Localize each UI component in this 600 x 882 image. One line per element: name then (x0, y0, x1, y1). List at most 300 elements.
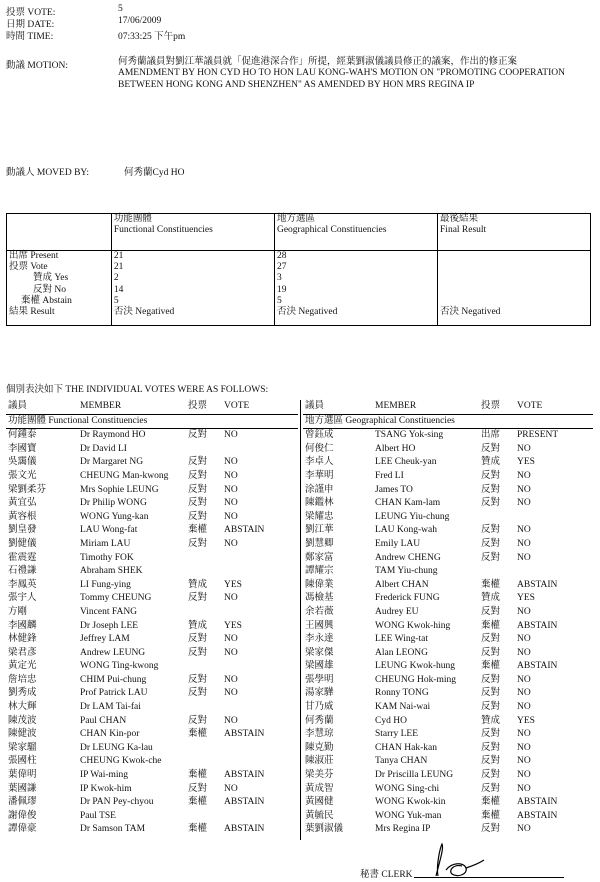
vote-zh: 反對 (481, 824, 501, 835)
summary-col-fc-en: Functional Constituencies (113, 225, 213, 236)
fc-section-title: 功能團體 Functional Constituencies (6, 414, 298, 429)
gc-votes-header (303, 400, 593, 414)
gc-vote: 27 (276, 262, 287, 273)
member-name-en: Paul CHAN (80, 715, 127, 726)
vote-zh: 反對 (481, 688, 501, 699)
date-label: 日期 DATE: (6, 20, 55, 30)
vote-en: NO (224, 783, 238, 794)
fc-member-row (6, 633, 298, 647)
vote-zh: 反對 (481, 443, 501, 454)
member-name-en: Albert HO (375, 443, 416, 454)
member-name-zh: 梁國雄 (305, 661, 334, 672)
vote-en: NO (517, 538, 531, 549)
member-name-en: WONG Sing-chi (375, 783, 440, 794)
fc-member-row (6, 810, 298, 824)
vote-zh: 反對 (481, 634, 501, 645)
gc-member-row (303, 579, 593, 593)
member-name-zh: 陳淑莊 (305, 756, 334, 767)
member-name-en: Dr Philip WONG (80, 498, 147, 509)
vote-en (222, 742, 298, 756)
gc-member-row (303, 565, 593, 579)
member-name-en: Ronny TONG (375, 688, 429, 699)
vote-zh: 棄權 (188, 797, 208, 808)
vote-zh: 反對 (188, 511, 208, 522)
member-name-en: Miriam LAU (80, 538, 131, 549)
member-name-en: Dr PAN Pey-chyou (80, 797, 154, 808)
vote-en: NO (224, 430, 238, 441)
vote-en: NO (224, 674, 238, 685)
vote-zh: 反對 (188, 498, 208, 509)
fc-result: 否決 Negatived (113, 307, 175, 318)
gc-member-row (303, 742, 593, 756)
vote-en: NO (517, 443, 531, 454)
gc-member-row (303, 497, 593, 511)
vote-en: NO (517, 606, 531, 617)
vote-en: NO (517, 674, 531, 685)
gc-section-row (303, 414, 593, 429)
summary-final-values (438, 251, 591, 326)
member-name-zh: 陳健波 (8, 729, 37, 740)
member-name-en: LI Fung-ying (80, 579, 131, 590)
member-name-en: CHAN Kin-por (80, 729, 140, 740)
vote-en: NO (517, 729, 531, 740)
member-name-zh: 王國興 (305, 620, 334, 631)
row-label-yes: 贊成 Yes (33, 273, 69, 284)
row-label-vote: 投票 Vote (9, 262, 48, 273)
vote-en: NO (224, 593, 238, 604)
vote-value: 5 (118, 4, 123, 14)
vote-en: NO (224, 511, 238, 522)
row-label-abstain: 棄權 Abstain (21, 295, 72, 306)
fc-member-row (6, 511, 298, 525)
member-name-en: Dr Priscilla LEUNG (375, 770, 454, 781)
fc-member-row (6, 484, 298, 498)
member-name-en: WONG Yung-kan (80, 511, 149, 522)
summary-header-row (7, 214, 591, 251)
member-name-en: KAM Nai-wai (375, 702, 431, 713)
vote-zh: 棄權 (481, 661, 501, 672)
gc-member-row (303, 715, 593, 729)
fc-votes-body (6, 414, 298, 837)
vote-zh (479, 565, 515, 579)
vote-zh: 反對 (481, 606, 501, 617)
fc-votes-table (6, 400, 298, 837)
member-name-zh: 何俊仁 (305, 443, 334, 454)
fc-member-row (6, 579, 298, 593)
vote-en: NO (224, 498, 238, 509)
vote-en: NO (224, 647, 238, 658)
member-name-zh: 吳靄儀 (8, 457, 37, 468)
row-label-present: 出席 Present (9, 251, 59, 261)
member-name-zh: 李國麟 (8, 620, 37, 631)
fc-member-row (6, 443, 298, 457)
vote-en: YES (224, 620, 242, 631)
member-name-en: Dr LAM Tai-fai (80, 702, 141, 713)
vote-zh: 反對 (188, 674, 208, 685)
vote-zh: 贊成 (188, 579, 208, 590)
fc-member-row (6, 783, 298, 797)
vote-en (515, 565, 593, 579)
summary-col-fc (111, 214, 274, 251)
vote-zh: 贊成 (481, 715, 501, 726)
time-value: 07:33:25 下午pm (118, 32, 186, 42)
member-name-zh: 謝偉俊 (8, 810, 37, 821)
member-name-en: WONG Ting-kwong (80, 661, 159, 672)
member-name-en: Albert CHAN (375, 579, 429, 590)
member-name-en: IP Wai-ming (80, 770, 129, 781)
gc-member-row (303, 456, 593, 470)
vote-zh: 反對 (481, 498, 501, 509)
fc-member-row (6, 687, 298, 701)
vote-zh: 棄權 (481, 797, 501, 808)
vote-zh (186, 660, 222, 674)
vote-en: ABSTAIN (224, 729, 265, 740)
fc-col-member-zh: 議員 (6, 400, 78, 414)
vote-zh: 反對 (481, 783, 501, 794)
member-name-en: Paul TSE (80, 810, 116, 821)
gc-member-row (303, 443, 593, 457)
fc-member-row (6, 674, 298, 688)
vote-en: NO (224, 715, 238, 726)
gc-member-row (303, 687, 593, 701)
member-name-zh: 方剛 (8, 606, 28, 617)
vote-zh: 反對 (188, 470, 208, 481)
summary-col-gc-zh: 地方選區 (276, 214, 315, 224)
vote-zh: 反對 (188, 647, 208, 658)
member-name-en: Fred LI (375, 470, 404, 481)
fc-member-row (6, 538, 298, 552)
vote-zh: 出席 (481, 430, 501, 441)
vote-zh (186, 443, 222, 457)
vote-zh (186, 742, 222, 756)
vote-zh: 棄權 (188, 824, 208, 835)
member-name-en: Prof Patrick LAU (80, 688, 148, 699)
vote-en: NO (517, 647, 531, 658)
member-name-en: Frederick FUNG (375, 593, 440, 604)
member-name-zh: 李卓人 (305, 457, 334, 468)
vote-en: NO (224, 457, 238, 468)
member-name-zh: 李鳳英 (8, 579, 37, 590)
vote-en: NO (517, 688, 531, 699)
member-name-en: TSANG Yok-sing (375, 430, 444, 441)
vote-en: NO (517, 634, 531, 645)
vote-en: NO (517, 742, 531, 753)
gc-member-row (303, 783, 593, 797)
gc-member-row (303, 633, 593, 647)
gc-member-row (303, 769, 593, 783)
summary-col-final (438, 214, 591, 251)
member-name-en: CHAN Kam-lam (375, 498, 441, 509)
member-name-zh: 何秀蘭 (305, 715, 334, 726)
member-name-zh: 湯家驊 (305, 688, 334, 699)
vote-en (222, 701, 298, 715)
gc-member-row (303, 592, 593, 606)
vote-zh (186, 701, 222, 715)
gc-member-row (303, 823, 593, 837)
member-name-zh: 黃成智 (305, 783, 334, 794)
final-result: 否決 Negatived (440, 307, 501, 318)
vote-zh (479, 511, 515, 525)
member-name-zh: 梁家騮 (8, 742, 37, 753)
member-name-en: Alan LEONG (375, 647, 429, 658)
vote-en: ABSTAIN (517, 620, 558, 631)
vote-en: NO (517, 756, 531, 767)
member-name-en: Dr Raymond HO (80, 430, 146, 441)
member-name-zh: 梁耀忠 (305, 511, 334, 522)
date-value: 17/06/2009 (118, 16, 162, 26)
vote-zh: 贊成 (481, 457, 501, 468)
summary-col-gc-en: Geographical Constituencies (276, 225, 387, 236)
vote-en (222, 443, 298, 457)
gc-member-row (303, 429, 593, 443)
member-name-zh: 黃毓民 (305, 810, 334, 821)
member-name-zh: 張文光 (8, 470, 37, 481)
member-name-en: WONG Kwok-hing (375, 620, 451, 631)
member-name-zh: 劉秀成 (8, 688, 37, 699)
fc-votes-header (6, 400, 298, 414)
fc-member-row (6, 565, 298, 579)
vote-zh: 反對 (188, 430, 208, 441)
member-name-en: Mrs Regina IP (375, 824, 431, 835)
member-name-zh: 鄭家富 (305, 552, 334, 563)
motion-chinese: 何秀蘭議員對劉江華議員就「促進港深合作」所提，經葉劉淑儀議員修正的議案，作出的修正案 (118, 57, 518, 67)
fc-member-row (6, 660, 298, 674)
clerk-signature-line (414, 877, 564, 878)
vote-en: NO (517, 824, 531, 835)
gc-member-row (303, 606, 593, 620)
member-name-zh: 陳偉業 (305, 579, 334, 590)
fc-member-row (6, 728, 298, 742)
vote-en: NO (517, 770, 531, 781)
member-name-zh: 劉皇發 (8, 525, 37, 536)
vote-zh: 反對 (481, 647, 501, 658)
vote-en: ABSTAIN (224, 770, 265, 781)
member-name-zh: 林大輝 (8, 702, 37, 713)
vote-en: YES (224, 579, 242, 590)
summary-gc-values (274, 251, 437, 326)
vote-zh: 贊成 (481, 593, 501, 604)
vote-zh: 反對 (481, 552, 501, 563)
vote-en: NO (224, 470, 238, 481)
member-name-en: LEE Cheuk-yan (375, 457, 437, 468)
member-name-en: Cyd HO (375, 715, 407, 726)
summary-col-final-en: Final Result (440, 225, 487, 236)
summary-corner (7, 214, 112, 251)
motion-label: 動議 MOTION: (6, 61, 69, 71)
vote-zh: 贊成 (188, 620, 208, 631)
gc-no: 19 (276, 284, 287, 295)
vote-zh: 反對 (481, 674, 501, 685)
vote-en (222, 810, 298, 824)
fc-vote: 21 (113, 262, 124, 273)
fc-member-row (6, 592, 298, 606)
motion-english: AMENDMENT BY HON CYD HO TO HON LAU KONG-WAH'S MOTION ON "PROMOTING COOPERATION BETWEEN HONG KONG AND SHENZHEN" AS AMENDED BY HON MRS REGINA IP (118, 68, 565, 90)
member-name-zh: 譚偉豪 (8, 824, 37, 835)
fc-member-row (6, 769, 298, 783)
vote-en: NO (517, 783, 531, 794)
fc-member-row (6, 742, 298, 756)
vote-zh: 反對 (481, 484, 501, 495)
summary-col-final-zh: 最後結果 (440, 214, 479, 224)
member-name-zh: 梁家傑 (305, 647, 334, 658)
member-name-en: Andrew CHENG (375, 552, 441, 563)
summary-col-gc (274, 214, 437, 251)
vote-zh (186, 810, 222, 824)
member-name-zh: 劉江華 (305, 525, 334, 536)
fc-yes: 2 (113, 273, 119, 284)
vote-en (222, 660, 298, 674)
fc-member-row (6, 456, 298, 470)
gc-col-member-en: MEMBER (373, 400, 479, 414)
gc-col-vote-en: VOTE (515, 400, 593, 414)
vote-zh (186, 565, 222, 579)
fc-member-row (6, 429, 298, 443)
member-name-en: Dr Samson TAM (80, 824, 146, 835)
member-name-en: Abraham SHEK (80, 566, 143, 577)
member-name-zh: 霍震霆 (8, 552, 37, 563)
vote-zh: 反對 (481, 742, 501, 753)
fc-member-row (6, 620, 298, 634)
member-name-zh: 葉劉淑儀 (305, 824, 344, 835)
summary-fc-values (111, 251, 274, 326)
gc-member-row (303, 674, 593, 688)
vote-zh: 反對 (481, 770, 501, 781)
member-name-en: Timothy FOK (80, 552, 134, 563)
vote-zh: 反對 (188, 783, 208, 794)
gc-member-row (303, 647, 593, 661)
member-name-en: TAM Yiu-chung (375, 566, 438, 577)
summary-body-row (7, 251, 591, 326)
member-name-zh: 甘乃威 (305, 702, 334, 713)
gc-section-title: 地方選區 Geographical Constituencies (303, 414, 593, 429)
member-name-zh: 梁劉柔芬 (8, 484, 47, 495)
gc-result: 否決 Negatived (276, 307, 338, 318)
member-name-en: LEE Wing-tat (375, 634, 428, 645)
vote-en: NO (517, 470, 531, 481)
vote-en: ABSTAIN (517, 797, 558, 808)
member-name-en: Audrey EU (375, 606, 419, 617)
member-name-zh: 李國寶 (8, 443, 37, 454)
vote-zh: 反對 (481, 525, 501, 536)
gc-member-row (303, 810, 593, 824)
member-name-en: LEUNG Yiu-chung (375, 511, 450, 522)
vote-zh: 反對 (188, 715, 208, 726)
member-name-zh: 葉國謙 (8, 783, 37, 794)
gc-abstain: 5 (276, 295, 282, 306)
vote-zh: 反對 (481, 470, 501, 481)
vote-en: NO (517, 525, 531, 536)
member-name-zh: 李慧琼 (305, 729, 334, 740)
member-name-en: CHEUNG Kwok-che (80, 756, 162, 767)
vote-en: YES (517, 593, 535, 604)
gc-col-vote-zh: 投票 (479, 400, 515, 414)
gc-member-row (303, 755, 593, 769)
fc-member-row (6, 701, 298, 715)
member-name-zh: 張宇人 (8, 593, 37, 604)
gc-votes-body (303, 414, 593, 837)
member-name-en: CHEUNG Hok-ming (375, 674, 457, 685)
member-name-zh: 李華明 (305, 470, 334, 481)
member-name-zh: 張學明 (305, 674, 334, 685)
gc-member-row (303, 552, 593, 566)
member-name-zh: 梁美芬 (305, 770, 334, 781)
member-name-zh: 黃國健 (305, 797, 334, 808)
member-name-zh: 陳克勤 (305, 742, 334, 753)
member-name-zh: 張國柱 (8, 756, 37, 767)
vote-zh: 反對 (481, 756, 501, 767)
member-name-en: Dr Margaret NG (80, 457, 144, 468)
member-name-zh: 涂謹申 (305, 484, 334, 495)
member-name-zh: 余若薇 (305, 606, 334, 617)
member-name-en: WONG Kwok-kin (375, 797, 446, 808)
gc-member-row (303, 701, 593, 715)
member-name-zh: 曾鈺成 (305, 430, 334, 441)
member-name-en: Vincent FANG (80, 606, 138, 617)
member-name-en: Starry LEE (375, 729, 419, 740)
vote-en: NO (517, 498, 531, 509)
vote-zh: 反對 (188, 457, 208, 468)
member-name-en: CHAN Hak-kan (375, 742, 438, 753)
member-name-zh: 陳茂波 (8, 715, 37, 726)
member-name-en: Andrew LEUNG (80, 647, 146, 658)
member-name-zh: 林健鋒 (8, 634, 37, 645)
member-name-en: CHEUNG Man-kwong (80, 470, 169, 481)
vote-en (222, 606, 298, 620)
fc-present: 21 (113, 251, 124, 261)
column-divider (300, 400, 301, 840)
gc-member-row (303, 470, 593, 484)
vote-zh: 棄權 (481, 620, 501, 631)
member-name-zh: 馮檢基 (305, 593, 334, 604)
vote-en: PRESENT (517, 430, 559, 441)
summary-row-labels (7, 251, 112, 326)
member-name-zh: 何鍾泰 (8, 430, 37, 441)
moved-by-value: 何秀蘭Cyd HO (124, 168, 185, 178)
member-name-en: CHIM Pui-chung (80, 674, 147, 685)
summary-table (6, 213, 591, 326)
fc-member-row (6, 470, 298, 484)
clerk-label: 秘書 CLERK (360, 870, 413, 880)
vote-zh: 反對 (188, 484, 208, 495)
member-name-zh: 梁君彥 (8, 647, 37, 658)
member-name-zh: 黃定光 (8, 661, 37, 672)
vote-en (222, 552, 298, 566)
summary-col-fc-zh: 功能團體 (113, 214, 152, 224)
vote-en: NO (517, 484, 531, 495)
vote-en: NO (224, 484, 238, 495)
vote-en: ABSTAIN (224, 525, 265, 536)
vote-zh: 棄權 (481, 810, 501, 821)
fc-member-row (6, 823, 298, 837)
motion-text (118, 57, 596, 91)
vote-zh (186, 606, 222, 620)
row-label-no: 反對 No (33, 284, 66, 295)
row-label-result: 結果 Result (9, 307, 55, 318)
individual-votes-heading: 個別表決如下 THE INDIVIDUAL VOTES WERE AS FOLLOWS: (6, 385, 269, 395)
fc-no: 14 (113, 284, 124, 295)
member-name-en: Tanya CHAN (375, 756, 428, 767)
vote-en (515, 511, 593, 525)
member-name-zh: 潘佩璆 (8, 797, 37, 808)
fc-col-vote-en: VOTE (222, 400, 298, 414)
clerk-signature (418, 840, 498, 880)
vote-zh: 反對 (188, 634, 208, 645)
vote-zh: 反對 (481, 702, 501, 713)
gc-member-row (303, 511, 593, 525)
fc-member-row (6, 552, 298, 566)
fc-member-row (6, 497, 298, 511)
vote-en (222, 565, 298, 579)
